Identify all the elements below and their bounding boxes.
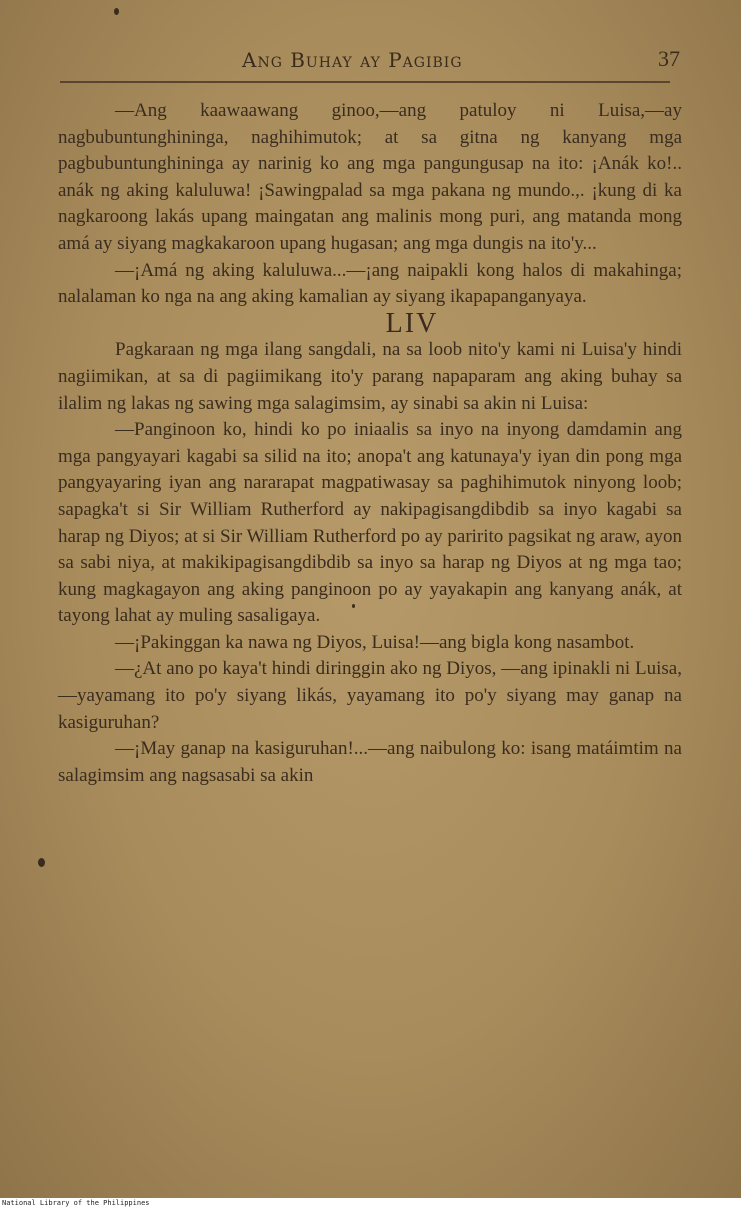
page-number: 37 <box>658 46 680 71</box>
paragraph: —¿At ano po kaya't hindi diringgin ako ng Diyos, —ang ipinakli ni Luisa,—yayamang ito po'y siyang likás, yayamang ito po'y siyang may ganap na kasiguruhan? <box>58 658 682 733</box>
running-head: Ang Buhay ay Pagibig <box>242 48 463 72</box>
paragraph: Pagkaraan ng mga ilang sangdali, na sa loob nito'y kami ni Luisa'y hindi nagiimikan, at sa di pagiimikang ito'y parang napaparam ang aking buhay sa ilalim ng lakas ng sawing mga salagimsim, ay sinabi sa akin ni Luisa: <box>58 339 682 414</box>
paragraph: —¡Amá ng aking kaluluwa...—¡ang naipakli kong halos di makahinga; nalalaman ko nga na ang aking kamalian ay siyang ikapapanganyaya. <box>58 259 682 308</box>
page-header <box>60 44 680 84</box>
ink-speck <box>38 858 45 867</box>
chapter-heading: LIV <box>385 307 439 339</box>
library-credit: National Library of the Philippines <box>2 1199 150 1207</box>
paragraph: —¡Pakinggan ka nawa ng Diyos, Luisa!—ang bigla kong nasambot. <box>115 631 635 653</box>
header-rule <box>60 81 670 83</box>
ink-speck <box>352 604 355 608</box>
body-text <box>58 98 682 789</box>
paragraph: —Panginoon ko, hindi ko po iniaalis sa inyo na inyong damdamin ang mga pangyayari kagabi sa silid na ito; anopa't ang katunaya'y iyan din pong mga pangyayaring iyan ang nararapat magpatiwasay sa paghihimutok ninyong loob; sapagka't si Sir William Rutherford ay nakipagisangdibdib sa inyo kagabi sa harap ng Diyos; at si Sir William Rutherford po ay paririto pagsikat ng araw, ayon sa sabi niya, at makikipagisangdibdib sa inyo sa harap ng Diyos at ng mga tao; kung magkagayon ang aking panginoon po ay yayakapin ang kanyang anák, at tayong lahat ay muling sasaligaya. <box>58 419 682 627</box>
ink-speck <box>114 8 119 15</box>
paragraph: —¡May ganap na kasiguruhan!...—ang naibulong ko: isang matáimtim na salagimsim ang nagsasabi sa akin <box>58 738 682 786</box>
paragraph: —Ang kaawaawang ginoo,—ang patuloy ni Luisa,—ay nagbubuntunghininga, naghihimutok; at sa gitna ng kanyang mga pagbubuntunghininga ay narinig ko ang mga pangungusap na ito: ¡Anák ko!.. anák ng aking kaluluwa! ¡Sawingpalad sa mga pakana ng mundo.,. ¡kung di ka nagkaroong lakás upang maingatan ang malinis mong puri, ang matanda mong amá ay siyang magkakaroon upang hugasan; ang mga dungis na ito'y... <box>58 100 682 254</box>
